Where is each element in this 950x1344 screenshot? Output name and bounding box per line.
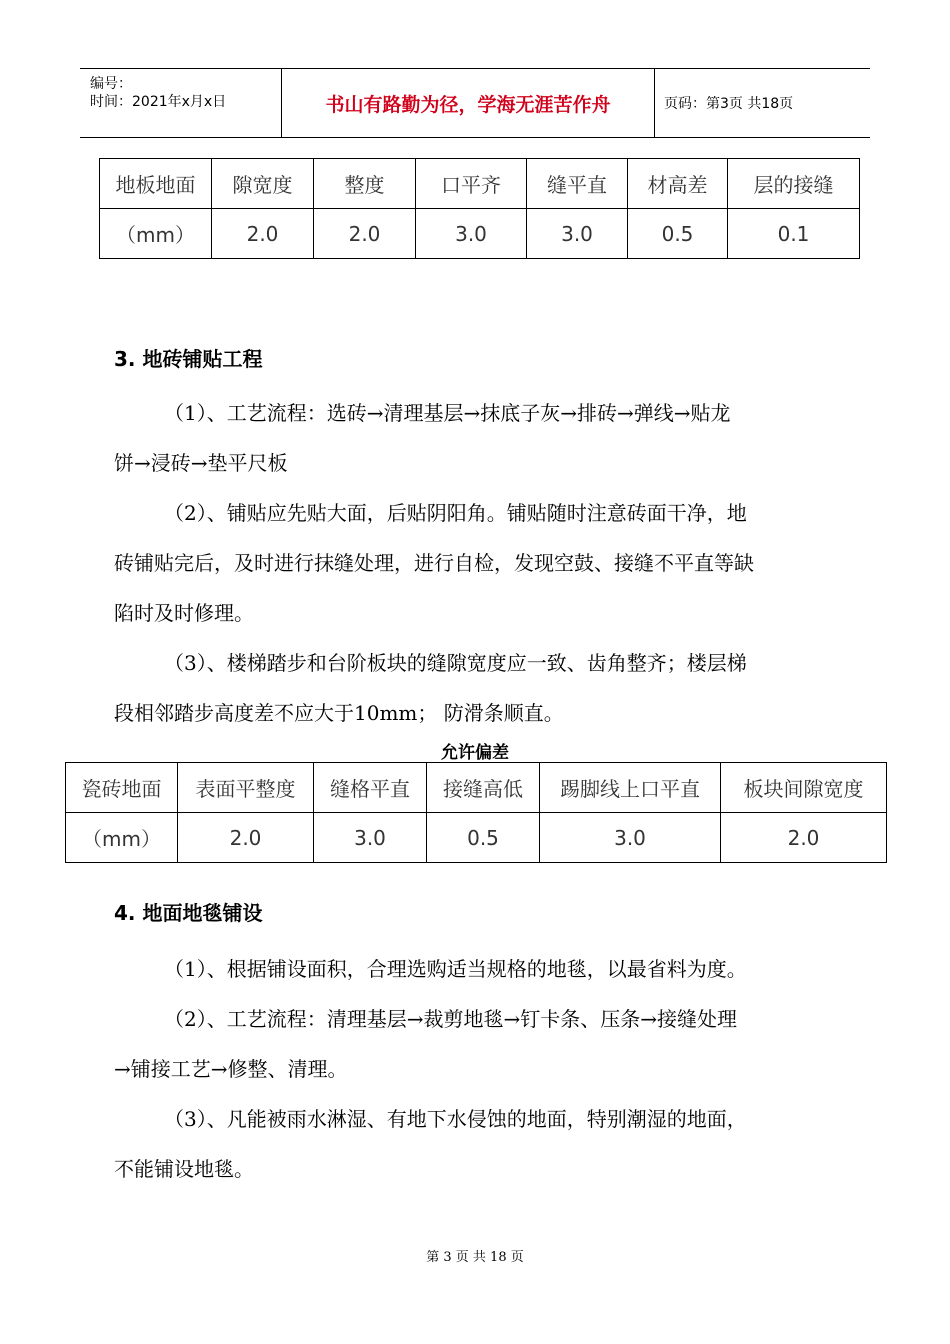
table-cell: 踢脚线上口平直 <box>540 763 721 813</box>
table-cell: 缝格平直 <box>314 763 427 813</box>
paragraph-line: （3）、凡能被雨水淋湿、有地下水侵蚀的地面，特别潮湿的地面， <box>164 1107 747 1131</box>
paragraph-line: 砖铺贴完后，及时进行抹缝处理，进行自检，发现空鼓、接缝不平直等缺 <box>114 551 754 575</box>
page-footer: 第 3 页 共 18 页 <box>426 1250 524 1265</box>
table-caption: 允许偏差 <box>441 743 509 763</box>
doc-date: 时间：2021年x月x日 <box>90 94 227 110</box>
table-cell: 2.0 <box>721 813 887 863</box>
table-cell: 2.0 <box>212 209 314 259</box>
paragraph <box>114 388 834 738</box>
paragraph-line: （1）、工艺流程：选砖→清理基层→抹底子灰→排砖→弹线→贴龙 <box>164 401 731 425</box>
table-row <box>66 763 887 813</box>
paragraph <box>114 944 834 1194</box>
paragraph-line: 饼→浸砖→垫平尺板 <box>114 451 288 475</box>
table-cell: 整度 <box>314 159 416 209</box>
table-cell: 瓷砖地面 <box>66 763 178 813</box>
table-row <box>100 209 860 259</box>
paragraph-line: （1）、根据铺设面积，合理选购适当规格的地毯，以最省料为度。 <box>164 957 747 981</box>
tile-tolerance-table <box>65 762 887 863</box>
header-motto: 书山有路勤为径，学海无涯苦作舟 <box>325 93 611 116</box>
paragraph-line: （2）、工艺流程：清理基层→裁剪地毯→钉卡条、压条→接缝处理 <box>164 1007 737 1031</box>
paragraph-line: 不能铺设地毯。 <box>114 1157 254 1181</box>
table-cell: （mm） <box>100 209 212 259</box>
table-cell: 地板地面 <box>100 159 212 209</box>
table-cell: 3.0 <box>540 813 721 863</box>
table-cell: 0.5 <box>628 209 728 259</box>
section-heading: 4. 地面地毯铺设 <box>114 901 263 925</box>
header-page-info: 页码：第3页 共18页 <box>664 96 794 112</box>
header-meta <box>80 69 280 137</box>
table-cell: 2.0 <box>178 813 314 863</box>
table-row <box>100 159 860 209</box>
table-cell: 隙宽度 <box>212 159 314 209</box>
table-cell: 接缝高低 <box>427 763 540 813</box>
table-cell: 口平齐 <box>416 159 527 209</box>
paragraph-line: 段相邻踏步高度差不应大于10mm； 防滑条顺直。 <box>114 701 564 725</box>
paragraph-line: 陷时及时修理。 <box>114 601 254 625</box>
header-divider <box>654 69 655 137</box>
table-cell: 2.0 <box>314 209 416 259</box>
floor-tolerance-table <box>99 158 860 259</box>
table-cell: 3.0 <box>527 209 628 259</box>
page-header <box>80 68 870 138</box>
table-row <box>66 813 887 863</box>
paragraph-line: （2）、铺贴应先贴大面，后贴阴阳角。铺贴随时注意砖面干净，地 <box>164 501 747 525</box>
table-cell: 表面平整度 <box>178 763 314 813</box>
table-cell: 缝平直 <box>527 159 628 209</box>
section-heading: 3. 地砖铺贴工程 <box>114 347 263 371</box>
doc-code-label: 编号： <box>90 76 132 92</box>
paragraph-line: →铺接工艺→修整、清理。 <box>114 1057 348 1081</box>
table-cell: 0.1 <box>728 209 860 259</box>
table-cell: 板块间隙宽度 <box>721 763 887 813</box>
table-cell: 材高差 <box>628 159 728 209</box>
table-cell: 层的接缝 <box>728 159 860 209</box>
paragraph-line: （3）、楼梯踏步和台阶板块的缝隙宽度应一致、齿角整齐；楼层梯 <box>164 651 747 675</box>
table-cell: （mm） <box>66 813 178 863</box>
table-cell: 0.5 <box>427 813 540 863</box>
table-cell: 3.0 <box>416 209 527 259</box>
table-cell: 3.0 <box>314 813 427 863</box>
